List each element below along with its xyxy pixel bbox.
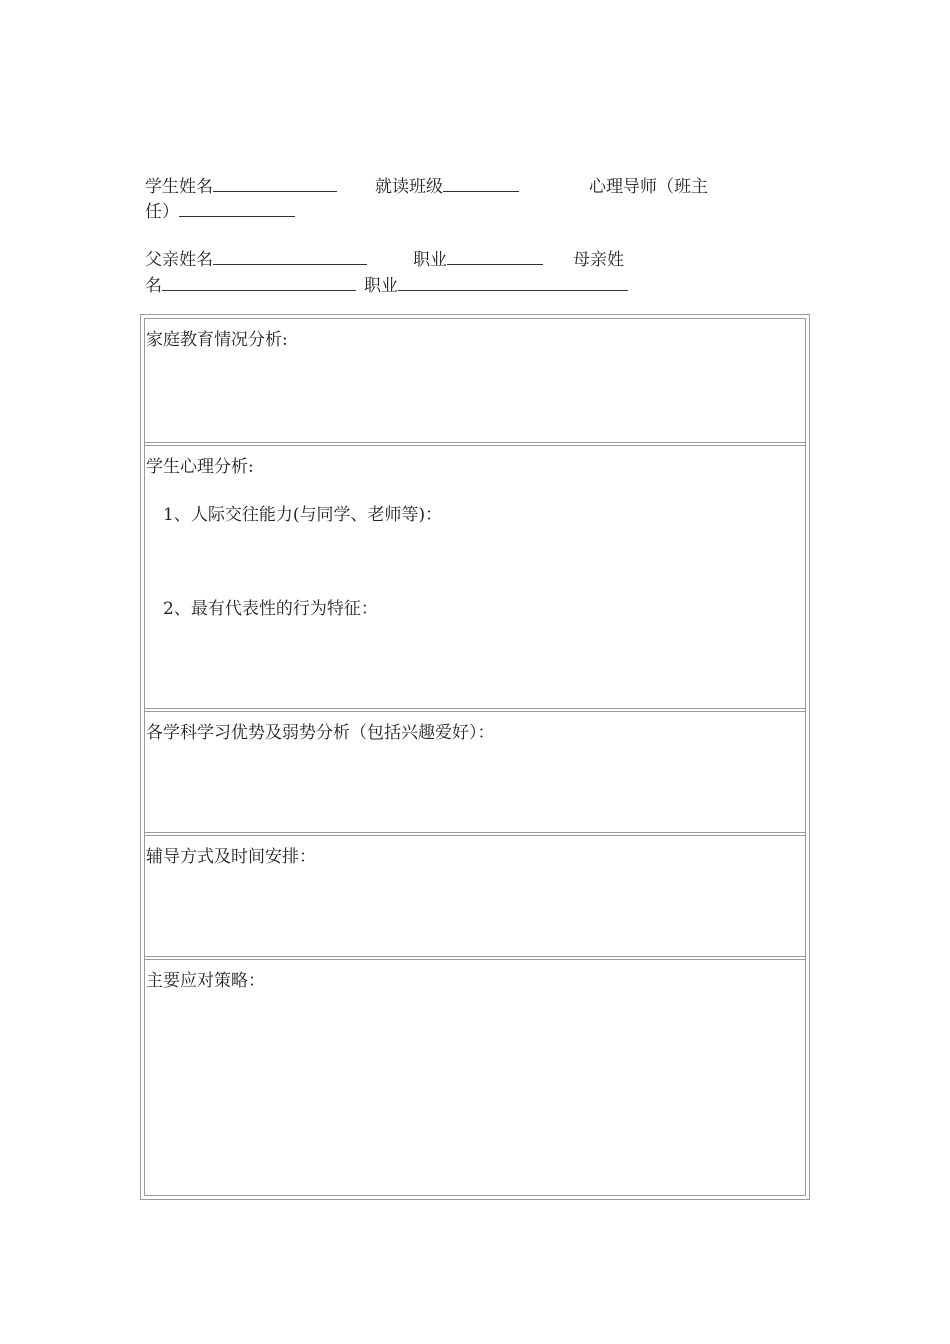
mother-job-field[interactable] xyxy=(398,274,628,291)
father-name-field[interactable] xyxy=(213,248,367,265)
mentor-field[interactable] xyxy=(179,200,295,217)
mother-name-field[interactable] xyxy=(162,274,356,291)
mother-job-label: 职业 xyxy=(364,276,398,296)
subject-analysis-section[interactable] xyxy=(145,711,805,833)
subject-analysis-title: 各学科学习优势及弱势分析（包括兴趣爱好）： xyxy=(146,723,495,743)
father-job-field[interactable] xyxy=(447,248,543,265)
interpersonal-ability-item: 1、人际交往能力(与同学、老师等)： xyxy=(163,505,443,525)
header-row-1b xyxy=(145,200,295,222)
header-row-1 xyxy=(145,175,708,197)
mentor-label-continued: 任） xyxy=(145,202,179,222)
student-psychology-section[interactable] xyxy=(145,445,805,709)
mother-name-label-continued: 名 xyxy=(145,276,162,296)
analysis-table-inner xyxy=(144,318,806,1196)
class-label: 就读班级 xyxy=(375,177,443,197)
counseling-method-section[interactable] xyxy=(145,835,805,957)
header-row-2 xyxy=(145,248,624,270)
counseling-method-title: 辅导方式及时间安排： xyxy=(146,847,316,867)
father-name-label: 父亲姓名 xyxy=(145,250,213,270)
coping-strategy-section[interactable] xyxy=(145,959,805,1195)
student-name-field[interactable] xyxy=(213,175,337,192)
mother-name-label: 母亲姓 xyxy=(573,250,624,270)
analysis-table xyxy=(140,314,810,1200)
father-job-label: 职业 xyxy=(413,250,447,270)
coping-strategy-title: 主要应对策略： xyxy=(146,971,265,991)
behavior-feature-item: 2、最有代表性的行为特征： xyxy=(163,599,378,619)
student-name-label: 学生姓名 xyxy=(145,177,213,197)
student-psychology-title: 学生心理分析: xyxy=(146,457,254,477)
class-field[interactable] xyxy=(443,175,519,192)
family-education-title: 家庭教育情况分析: xyxy=(146,330,288,350)
mentor-label: 心理导师（班主 xyxy=(589,177,708,197)
family-education-section[interactable] xyxy=(145,319,805,443)
header-row-2b xyxy=(145,274,628,296)
